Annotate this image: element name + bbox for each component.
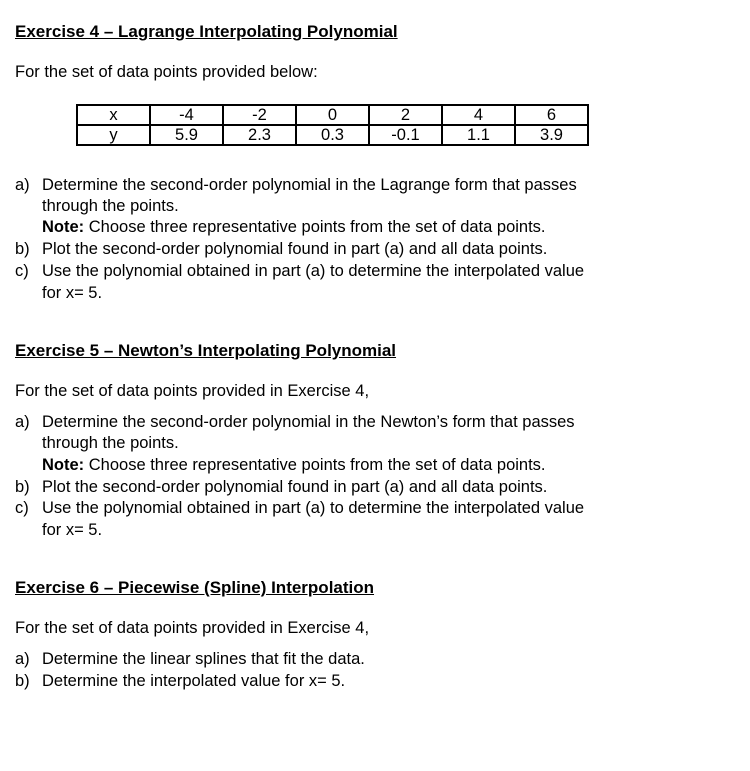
item-marker: b): [15, 478, 30, 496]
table-header-y: y: [77, 125, 150, 145]
table-cell: -0.1: [369, 125, 442, 145]
table-cell: -2: [223, 105, 296, 125]
item-text: Use the polynomial obtained in part (a) to determine the interpolated value: [42, 262, 585, 280]
item-text: Determine the interpolated value for x= 5.: [42, 672, 346, 690]
item-text: Plot the second-order polynomial found in part (a) and all data points.: [42, 240, 548, 258]
exercise-4-item-a-continuation: through the points.: [42, 197, 179, 215]
table-row-x: [77, 105, 588, 125]
table-cell: 0: [296, 105, 369, 125]
table-header-x: x: [77, 105, 150, 125]
exercise-4-item-c-continuation: for x= 5.: [42, 284, 103, 302]
item-text: Determine the linear splines that fit the data.: [42, 650, 365, 668]
note-text: Choose three representative points from the set of data points.: [84, 218, 546, 236]
table-cell: 6: [515, 105, 588, 125]
table-cell: -4: [150, 105, 223, 125]
item-text: Determine the second-order polynomial in the Lagrange form that passes: [42, 176, 577, 194]
table-cell: 1.1: [442, 125, 515, 145]
table-cell: 2.3: [223, 125, 296, 145]
item-marker: b): [15, 672, 30, 690]
item-marker: c): [15, 499, 29, 517]
table-cell: 4: [442, 105, 515, 125]
data-points-table: [76, 104, 589, 146]
table-cell: 3.9: [515, 125, 588, 145]
exercise-5-note: [42, 456, 546, 475]
exercise-4-title: Exercise 4 – Lagrange Interpolating Polynomial: [15, 22, 398, 41]
note-label: Note:: [42, 218, 85, 236]
item-text: Use the polynomial obtained in part (a) to determine the interpolated value: [42, 499, 585, 517]
table-cell: 2: [369, 105, 442, 125]
table-row-y: [77, 125, 588, 145]
exercise-5-item-c-continuation: for x= 5.: [42, 521, 103, 539]
exercise-5-intro: For the set of data points provided in Exercise 4,: [15, 382, 370, 400]
exercise-4-note: [42, 218, 546, 237]
exercise-5-title: Exercise 5 – Newton’s Interpolating Polynomial: [15, 341, 397, 360]
exercise-5-item-a-continuation: through the points.: [42, 434, 179, 452]
note-label: Note:: [42, 456, 85, 474]
item-marker: a): [15, 176, 30, 194]
exercise-6-title: Exercise 6 – Piecewise (Spline) Interpolation: [15, 578, 375, 597]
item-marker: c): [15, 262, 29, 280]
exercise-6-intro: For the set of data points provided in Exercise 4,: [15, 619, 370, 637]
table-cell: 0.3: [296, 125, 369, 145]
item-text: Determine the second-order polynomial in the Newton’s form that passes: [42, 413, 575, 431]
table-cell: 5.9: [150, 125, 223, 145]
item-marker: a): [15, 650, 30, 668]
item-text: Plot the second-order polynomial found in part (a) and all data points.: [42, 478, 548, 496]
item-marker: a): [15, 413, 30, 431]
item-marker: b): [15, 240, 30, 258]
note-text: Choose three representative points from the set of data points.: [84, 456, 546, 474]
exercise-4-intro: For the set of data points provided below:: [15, 63, 318, 81]
